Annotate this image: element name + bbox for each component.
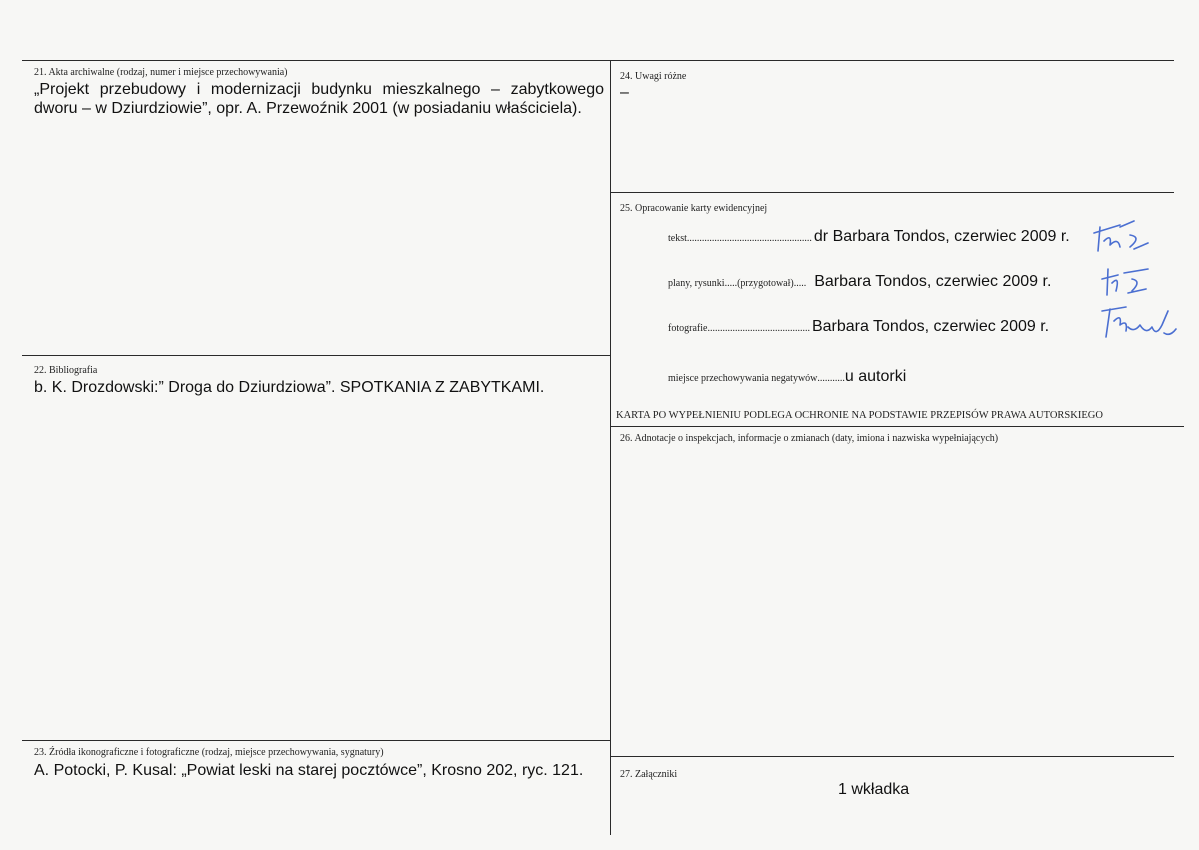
- rule-25-26: [610, 426, 1184, 427]
- row-fotografie: [668, 318, 1049, 336]
- top-rule: [22, 60, 1174, 61]
- row-plany-value: Barbara Tondos, czerwiec 2009 r.: [814, 273, 1052, 290]
- row-fotografie-dots: .........................................: [707, 323, 810, 334]
- section-23-label: 23. Źródła ikonograficzne i fotograficzne (rodzaj, miejsce przechowywania, sygnatury): [34, 747, 384, 758]
- row-tekst-value: dr Barbara Tondos, czerwiec 2009 r.: [813, 228, 1070, 245]
- signature-mark: [1090, 215, 1150, 255]
- row-negatywy: [668, 368, 906, 386]
- signature-mark: [1098, 265, 1154, 299]
- row-plany-label: plany, rysunki.....(przygotował).....: [668, 278, 807, 289]
- row-negatywy-value: u autorki: [844, 368, 907, 385]
- section-22-label: 22. Bibliografia: [34, 365, 98, 376]
- section-26-label: 26. Adnotacje o inspekcjach, informacje o zmianach (daty, imiona i nazwiska wypełniających): [620, 433, 999, 444]
- section-22-text: b. K. Drozdowski:” Droga do Dziurdziowa”. SPOTKANIA Z ZABYTKAMI.: [34, 379, 545, 396]
- signature-mark: [1098, 303, 1178, 345]
- section-21-text: „Projekt przebudowy i modernizacji budynku mieszkalnego – zabytkowego dworu – w Dziurdziowie”, opr. A. Przewoźnik 2001 (w posiadaniu właściciela).: [34, 81, 604, 117]
- section-24-text: –: [620, 84, 629, 101]
- section-27-text: 1 wkładka: [838, 781, 910, 798]
- copyright-notice: KARTA PO WYPEŁNIENIU PODLEGA OCHRONIE NA PODSTAWIE PRZEPISÓW PRAWA AUTORSKIEGO: [616, 410, 1103, 421]
- rule-24-25: [610, 192, 1174, 193]
- row-fotografie-label: fotografie: [668, 323, 708, 334]
- row-plany: [668, 273, 1051, 291]
- center-divider: [610, 60, 611, 835]
- row-tekst-label: tekst: [668, 233, 687, 244]
- section-23-text: A. Potocki, P. Kusal: „Powiat leski na starej pocztówce”, Krosno 202, ryc. 121.: [34, 762, 584, 779]
- row-fotografie-value: Barbara Tondos, czerwiec 2009 r.: [811, 318, 1050, 335]
- row-tekst-dots: ..................................................: [686, 233, 812, 244]
- section-24-label: 24. Uwagi różne: [620, 71, 687, 82]
- section-25-label: 25. Opracowanie karty ewidencyjnej: [620, 203, 768, 214]
- row-negatywy-label: miejsce przechowywania negatywów: [668, 373, 818, 384]
- rule-21-22: [22, 355, 610, 356]
- rule-22-23: [22, 740, 610, 741]
- section-27-label: 27. Załączniki: [620, 769, 678, 780]
- row-tekst: [668, 228, 1070, 246]
- section-21-label: 21. Akta archiwalne (rodzaj, numer i miejsce przechowywania): [34, 67, 288, 78]
- row-negatywy-dots: ...........: [817, 373, 845, 384]
- rule-26-27: [610, 756, 1174, 757]
